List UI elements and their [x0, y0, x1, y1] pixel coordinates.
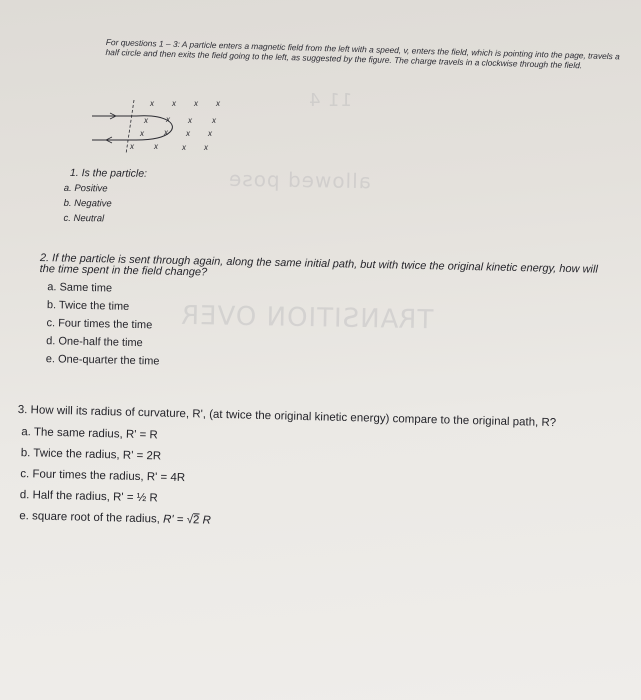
q2-option-a: a. Same time [47, 281, 113, 295]
field-x-marker: x [194, 99, 198, 108]
q2-option-b: b. Twice the time [46, 299, 130, 313]
question-1 [63, 167, 370, 227]
question-2-stem: 2. If the particle is sent through again, along the same initial path, but with twice the original kinetic energy, how will the time spent in the field change? [39, 252, 598, 279]
sqrt-rhs: R [199, 513, 212, 527]
q3-option-e-text: e. square root of the radius, [19, 509, 164, 526]
question-3 [15, 404, 618, 536]
field-x-marker: x [154, 142, 158, 151]
field-x-marker: x [130, 142, 134, 151]
q1-option-b: b. Negative [63, 197, 112, 210]
particle-path [92, 116, 172, 140]
q3-option-a: a. The same radius, R' = R [21, 425, 158, 441]
field-x-marker: x [140, 129, 144, 138]
sqrt-lhs: R' = [162, 513, 187, 526]
sqrt-radicand: 2 [192, 513, 200, 526]
field-x-marker: x [186, 129, 190, 138]
field-x-marker: x [150, 99, 154, 108]
field-x-marker: x [204, 143, 208, 152]
magnetic-field-figure [88, 94, 238, 156]
bleed-through-text: allowed pose [227, 166, 372, 194]
q2-option-c: c. Four times the time [46, 317, 153, 332]
question-3-stem: 3. How will its radius of curvature, R', (at twice the original kinetic energy) compare to the original path, R? [17, 404, 557, 430]
q1-option-a: a. Positive [63, 182, 108, 195]
field-x-marker: x [144, 116, 148, 125]
field-x-marker: x [182, 143, 186, 152]
q3-option-b: b. Twice the radius, R' = 2R [20, 446, 162, 463]
field-x-marker: x [188, 116, 192, 125]
question-2 [38, 253, 600, 377]
intro-paragraph: For questions 1 – 3: A particle enters a magnetic field from the left with a speed, v, enters the field, which is pointing into the page, travels a half circle and then exits the field going to the left, as suggested by the figure. The charge travels in a clockwise through the field. [105, 37, 620, 70]
bleed-through-text: TRANSITION OVER [179, 300, 434, 336]
bleed-through-text: 11 4 [308, 90, 353, 111]
field-x-marker: x [212, 116, 216, 125]
field-x-marker: x [172, 99, 176, 108]
sqrt-expression [163, 513, 211, 526]
q1-option-c: c. Neutral [63, 212, 105, 225]
field-x-marker: x [208, 129, 212, 138]
field-x-marker: x [216, 99, 220, 108]
q2-option-d: d. One-half the time [46, 335, 143, 350]
field-x-marker: x [166, 115, 170, 124]
sqrt-symbol-icon: √ [186, 513, 194, 526]
field-x-marker: x [164, 128, 168, 137]
field-markers [129, 99, 221, 152]
q2-option-e: e. One-quarter the time [45, 353, 160, 368]
question-1-stem: 1. Is the particle: [69, 167, 148, 180]
q3-option-c: c. Four times the radius, R' = 4R [20, 467, 186, 484]
q3-option-e [19, 510, 615, 537]
q3-option-d: d. Half the radius, R' = ½ R [19, 488, 158, 504]
